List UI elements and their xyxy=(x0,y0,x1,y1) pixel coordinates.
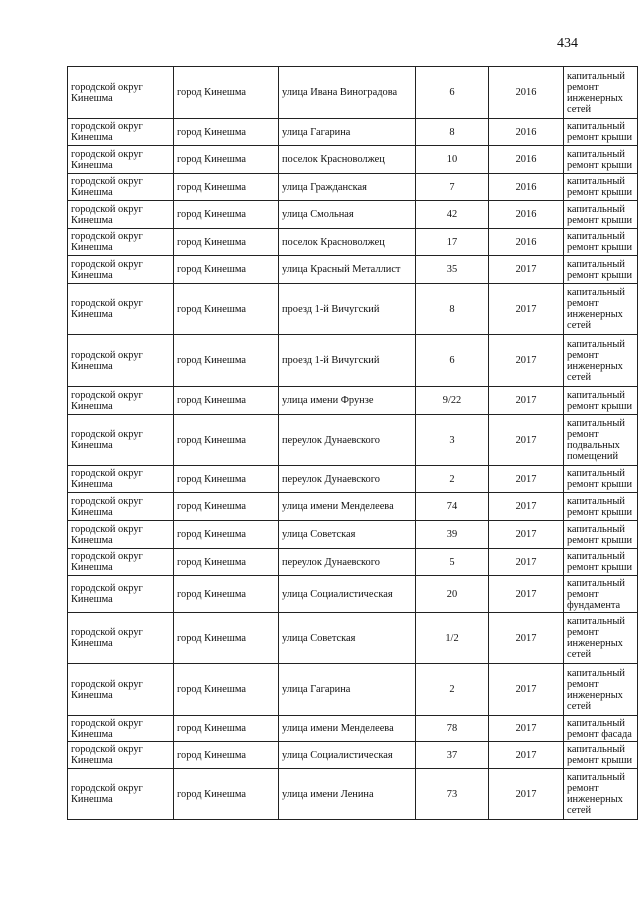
city-cell: город Кинешма xyxy=(174,493,279,521)
city-cell: город Кинешма xyxy=(174,549,279,576)
table-row xyxy=(68,119,638,146)
house-number-cell: 9/22 xyxy=(416,387,489,415)
table-row xyxy=(68,742,638,769)
house-number-cell: 8 xyxy=(416,119,489,146)
house-number-cell: 73 xyxy=(416,769,489,820)
house-number-cell: 35 xyxy=(416,256,489,284)
street-cell: улица Социалистическая xyxy=(279,742,416,769)
year-cell: 2016 xyxy=(489,146,564,174)
house-number-cell: 6 xyxy=(416,67,489,119)
table-row xyxy=(68,284,638,335)
work-type-cell: капитальный ремонт подвальных помещений xyxy=(564,415,638,466)
district-cell: городской округ Кинешма xyxy=(68,174,174,201)
work-type-cell: капитальный ремонт крыши xyxy=(564,742,638,769)
year-cell: 2016 xyxy=(489,201,564,229)
street-cell: улица Гражданская xyxy=(279,174,416,201)
year-cell: 2016 xyxy=(489,174,564,201)
city-cell: город Кинешма xyxy=(174,716,279,742)
year-cell: 2017 xyxy=(489,613,564,664)
year-cell: 2017 xyxy=(489,742,564,769)
city-cell: город Кинешма xyxy=(174,146,279,174)
year-cell: 2017 xyxy=(489,549,564,576)
street-cell: поселок Красноволжец xyxy=(279,229,416,256)
street-cell: переулок Дунаевского xyxy=(279,415,416,466)
table-row xyxy=(68,67,638,119)
district-cell: городской округ Кинешма xyxy=(68,769,174,820)
year-cell: 2017 xyxy=(489,335,564,387)
city-cell: город Кинешма xyxy=(174,613,279,664)
work-type-cell: капитальный ремонт инженерных сетей xyxy=(564,613,638,664)
district-cell: городской округ Кинешма xyxy=(68,146,174,174)
house-number-cell: 17 xyxy=(416,229,489,256)
table-row xyxy=(68,387,638,415)
district-cell: городской округ Кинешма xyxy=(68,576,174,613)
work-type-cell: капитальный ремонт крыши xyxy=(564,229,638,256)
year-cell: 2017 xyxy=(489,521,564,549)
city-cell: город Кинешма xyxy=(174,174,279,201)
house-number-cell: 42 xyxy=(416,201,489,229)
work-type-cell: капитальный ремонт крыши xyxy=(564,201,638,229)
work-type-cell: капитальный ремонт фундамента xyxy=(564,576,638,613)
street-cell: улица Гагарина xyxy=(279,664,416,716)
table-row xyxy=(68,769,638,820)
city-cell: город Кинешма xyxy=(174,521,279,549)
year-cell: 2017 xyxy=(489,769,564,820)
city-cell: город Кинешма xyxy=(174,201,279,229)
street-cell: улица имени Фрунзе xyxy=(279,387,416,415)
district-cell: городской округ Кинешма xyxy=(68,415,174,466)
table-row xyxy=(68,256,638,284)
year-cell: 2017 xyxy=(489,387,564,415)
house-number-cell: 39 xyxy=(416,521,489,549)
district-cell: городской округ Кинешма xyxy=(68,716,174,742)
district-cell: городской округ Кинешма xyxy=(68,493,174,521)
year-cell: 2016 xyxy=(489,229,564,256)
table-row xyxy=(68,493,638,521)
house-number-cell: 5 xyxy=(416,549,489,576)
street-cell: улица Социалистическая xyxy=(279,576,416,613)
table-row xyxy=(68,174,638,201)
house-number-cell: 7 xyxy=(416,174,489,201)
street-cell: поселок Красноволжец xyxy=(279,146,416,174)
work-type-cell: капитальный ремонт крыши xyxy=(564,387,638,415)
year-cell: 2017 xyxy=(489,716,564,742)
work-type-cell: капитальный ремонт крыши xyxy=(564,146,638,174)
table-row xyxy=(68,415,638,466)
work-type-cell: капитальный ремонт крыши xyxy=(564,119,638,146)
district-cell: городской округ Кинешма xyxy=(68,256,174,284)
work-type-cell: капитальный ремонт инженерных сетей xyxy=(564,67,638,119)
district-cell: городской округ Кинешма xyxy=(68,387,174,415)
district-cell: городской округ Кинешма xyxy=(68,201,174,229)
table-row xyxy=(68,613,638,664)
table-row xyxy=(68,549,638,576)
city-cell: город Кинешма xyxy=(174,466,279,493)
table-row xyxy=(68,146,638,174)
district-cell: городской округ Кинешма xyxy=(68,664,174,716)
table-row xyxy=(68,229,638,256)
work-type-cell: капитальный ремонт инженерных сетей xyxy=(564,769,638,820)
work-type-cell: капитальный ремонт крыши xyxy=(564,549,638,576)
street-cell: переулок Дунаевского xyxy=(279,466,416,493)
city-cell: город Кинешма xyxy=(174,742,279,769)
work-type-cell: капитальный ремонт крыши xyxy=(564,521,638,549)
street-cell: проезд 1-й Вичугский xyxy=(279,284,416,335)
street-cell: улица имени Менделеева xyxy=(279,493,416,521)
year-cell: 2017 xyxy=(489,256,564,284)
house-number-cell: 1/2 xyxy=(416,613,489,664)
district-cell: городской округ Кинешма xyxy=(68,549,174,576)
work-type-cell: капитальный ремонт фасада xyxy=(564,716,638,742)
house-number-cell: 37 xyxy=(416,742,489,769)
district-cell: городской округ Кинешма xyxy=(68,613,174,664)
district-cell: городской округ Кинешма xyxy=(68,521,174,549)
table-row xyxy=(68,576,638,613)
house-number-cell: 10 xyxy=(416,146,489,174)
house-number-cell: 74 xyxy=(416,493,489,521)
work-type-cell: капитальный ремонт крыши xyxy=(564,493,638,521)
city-cell: город Кинешма xyxy=(174,229,279,256)
district-cell: городской округ Кинешма xyxy=(68,284,174,335)
work-type-cell: капитальный ремонт инженерных сетей xyxy=(564,664,638,716)
table-row xyxy=(68,716,638,742)
table-body xyxy=(68,67,638,820)
repair-register-table xyxy=(67,66,638,820)
city-cell: город Кинешма xyxy=(174,769,279,820)
table-row xyxy=(68,335,638,387)
work-type-cell: капитальный ремонт инженерных сетей xyxy=(564,335,638,387)
city-cell: город Кинешма xyxy=(174,335,279,387)
table-row xyxy=(68,664,638,716)
district-cell: городской округ Кинешма xyxy=(68,466,174,493)
street-cell: улица Красный Металлист xyxy=(279,256,416,284)
street-cell: проезд 1-й Вичугский xyxy=(279,335,416,387)
year-cell: 2017 xyxy=(489,493,564,521)
street-cell: улица Гагарина xyxy=(279,119,416,146)
house-number-cell: 2 xyxy=(416,466,489,493)
house-number-cell: 6 xyxy=(416,335,489,387)
street-cell: улица Советская xyxy=(279,521,416,549)
work-type-cell: капитальный ремонт крыши xyxy=(564,174,638,201)
city-cell: город Кинешма xyxy=(174,415,279,466)
house-number-cell: 3 xyxy=(416,415,489,466)
year-cell: 2017 xyxy=(489,664,564,716)
street-cell: переулок Дунаевского xyxy=(279,549,416,576)
work-type-cell: капитальный ремонт крыши xyxy=(564,256,638,284)
street-cell: улица Ивана Виноградова xyxy=(279,67,416,119)
city-cell: город Кинешма xyxy=(174,119,279,146)
district-cell: городской округ Кинешма xyxy=(68,742,174,769)
year-cell: 2016 xyxy=(489,67,564,119)
year-cell: 2017 xyxy=(489,284,564,335)
street-cell: улица имени Менделеева xyxy=(279,716,416,742)
house-number-cell: 20 xyxy=(416,576,489,613)
table-row xyxy=(68,521,638,549)
table-row xyxy=(68,466,638,493)
table-row xyxy=(68,201,638,229)
house-number-cell: 78 xyxy=(416,716,489,742)
city-cell: город Кинешма xyxy=(174,664,279,716)
street-cell: улица Смольная xyxy=(279,201,416,229)
street-cell: улица Советская xyxy=(279,613,416,664)
year-cell: 2017 xyxy=(489,415,564,466)
year-cell: 2017 xyxy=(489,576,564,613)
work-type-cell: капитальный ремонт инженерных сетей xyxy=(564,284,638,335)
city-cell: город Кинешма xyxy=(174,387,279,415)
year-cell: 2017 xyxy=(489,466,564,493)
year-cell: 2016 xyxy=(489,119,564,146)
district-cell: городской округ Кинешма xyxy=(68,119,174,146)
house-number-cell: 2 xyxy=(416,664,489,716)
city-cell: город Кинешма xyxy=(174,284,279,335)
work-type-cell: капитальный ремонт крыши xyxy=(564,466,638,493)
city-cell: город Кинешма xyxy=(174,576,279,613)
street-cell: улица имени Ленина xyxy=(279,769,416,820)
district-cell: городской округ Кинешма xyxy=(68,229,174,256)
district-cell: городской округ Кинешма xyxy=(68,335,174,387)
page-number: 434 xyxy=(557,36,578,51)
district-cell: городской округ Кинешма xyxy=(68,67,174,119)
house-number-cell: 8 xyxy=(416,284,489,335)
city-cell: город Кинешма xyxy=(174,67,279,119)
city-cell: город Кинешма xyxy=(174,256,279,284)
